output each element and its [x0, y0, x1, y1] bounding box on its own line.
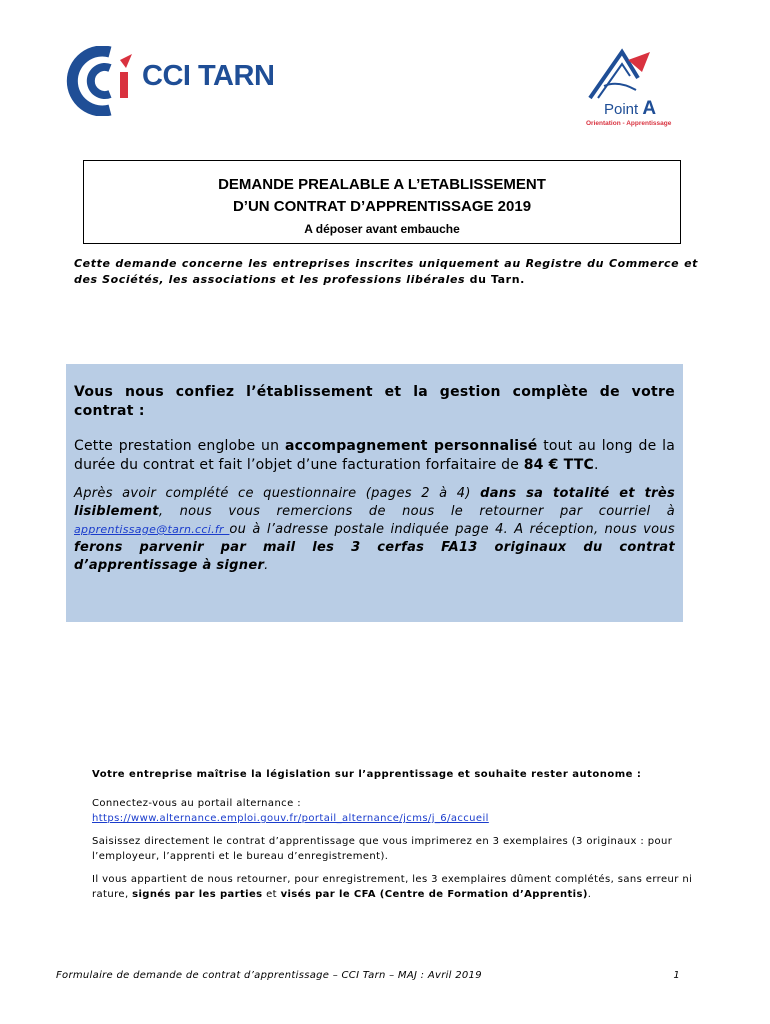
autonomy-section [92, 767, 696, 902]
portal-label: Connectez-vous au portail alternance : [92, 798, 301, 809]
point-a-logo [578, 46, 688, 134]
cci-wordmark: CCI TARN [142, 60, 275, 92]
page-footer [56, 970, 686, 988]
point-a-emblem-icon [578, 46, 688, 102]
service-box [66, 364, 683, 622]
footer-text: Formulaire de demande de contrat d’apprentissage – CCI Tarn – MAJ : Avril 2019 [56, 970, 482, 981]
intro-paragraph: Cette demande concerne les entreprises inscrites uniquement au Registre du Commerce et des Sociétés, les associations et les professions libérales du Tarn. [74, 257, 698, 286]
cci-tarn-logo [66, 46, 306, 116]
email-link[interactable]: apprentissage@tarn.cci.fr [74, 523, 230, 536]
service-heading: Vous nous confiez l’établissement et la gestion complète de votre contrat : [74, 384, 675, 419]
title-line-1: DEMANDE PREALABLE A L’ETABLISSEMENT [218, 176, 546, 193]
page-number: 1 [673, 970, 680, 981]
point-a-name: Point A [604, 98, 657, 119]
title-subtitle: A déposer avant embauche [304, 222, 460, 236]
title-line-2: D’UN CONTRAT D’APPRENTISSAGE 2019 [232, 198, 532, 215]
cci-emblem-icon [66, 46, 140, 116]
point-a-tagline: Orientation - Apprentissage [586, 120, 672, 127]
input-instructions: Saisissez directement le contrat d’apprentissage que vous imprimerez en 3 exemplaires (3 originaux : pour l’employeur, l’apprenti et le bureau d’enregistrement). [92, 836, 673, 862]
portal-link[interactable]: https://www.alternance.emploi.gouv.fr/portail_alternance/jcms/j_6/accueil [92, 813, 489, 824]
service-instructions: Après avoir complété ce questionnaire (pages 2 à 4) dans sa totalité et très lisiblement, nous vous remercions de nous le retourner par courriel à apprentissage@tarn.cci.fr ou à l’adresse postale indiquée page 4. A réception, nous vous ferons parvenir par mail les 3 cerfas FA13 originaux du contrat d’apprentissage à signer. [74, 486, 675, 573]
autonomy-heading: Votre entreprise maîtrise la législation sur l’apprentissage et souhaite rester autonome : [92, 769, 642, 780]
return-instructions: Il vous appartient de nous retourner, pour enregistrement, les 3 exemplaires dûment complétés, sans erreur ni rature, signés par les parties et visés par le CFA (Centre de Formation d’Apprentis). [92, 874, 693, 900]
service-description: Cette prestation englobe un accompagnement personnalisé tout au long de la durée du contrat et fait l’objet d’une facturation forfaitaire de 84 € TTC. [74, 438, 676, 473]
title-box [83, 160, 681, 244]
